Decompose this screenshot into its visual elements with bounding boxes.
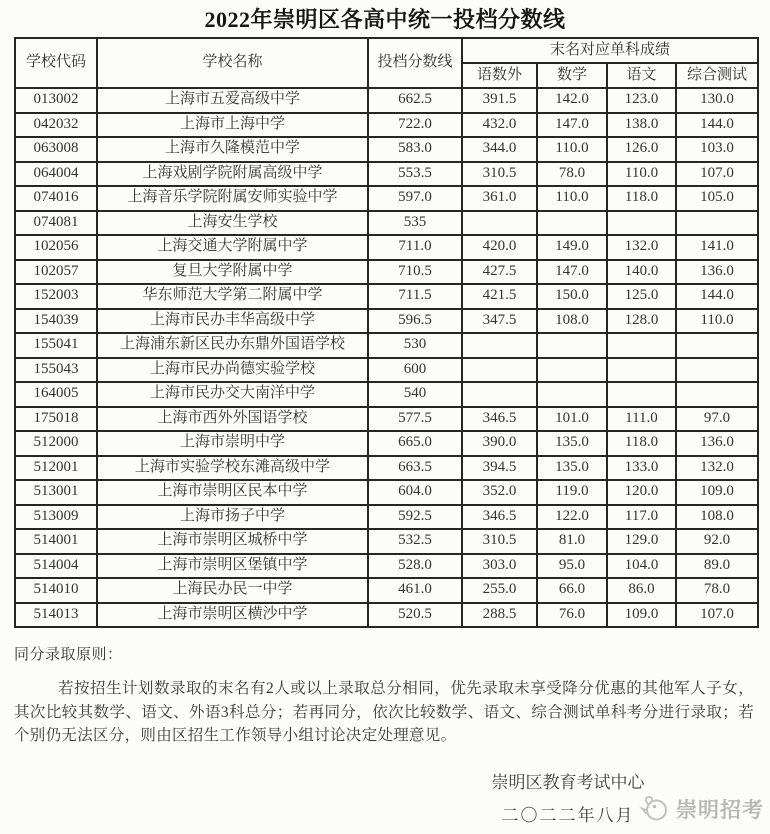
math-score-cell: 108.0 — [537, 309, 607, 334]
chinese-score-cell: 138.0 — [607, 113, 676, 138]
school-name-cell: 上海浦东新区民办东鼎外国语学校 — [97, 333, 368, 358]
chinese-math-english-score-cell — [462, 333, 537, 358]
table-row — [15, 235, 758, 260]
score-line-cell: 663.5 — [368, 456, 462, 481]
chinese-score-cell: 118.0 — [607, 431, 676, 456]
score-line-cell: 665.0 — [368, 431, 462, 456]
score-line-cell: 583.0 — [368, 137, 462, 162]
chinese-math-english-score-cell: 347.5 — [462, 309, 537, 334]
chinese-score-cell — [607, 211, 676, 236]
school-code-cell: 155043 — [15, 358, 97, 383]
table-row — [15, 309, 758, 334]
school-name-cell: 上海市崇明区堡镇中学 — [97, 554, 368, 579]
watermark-logo — [639, 794, 764, 824]
math-score-cell: 81.0 — [537, 529, 607, 554]
school-name-cell: 上海市民办丰华高级中学 — [97, 309, 368, 334]
score-line-cell: 461.0 — [368, 578, 462, 603]
header-score-line: 投档分数线 — [368, 38, 462, 88]
school-name-cell: 上海市崇明区民本中学 — [97, 480, 368, 505]
school-code-cell: 063008 — [15, 137, 97, 162]
school-code-cell: 512001 — [15, 456, 97, 481]
chinese-score-cell: 117.0 — [607, 505, 676, 530]
score-line-cell: 532.5 — [368, 529, 462, 554]
school-code-cell: 175018 — [15, 407, 97, 432]
chinese-score-cell — [607, 333, 676, 358]
school-name-cell: 华东师范大学第二附属中学 — [97, 284, 368, 309]
math-score-cell: 150.0 — [537, 284, 607, 309]
tie-break-notes — [14, 643, 756, 748]
comprehensive-test-score-cell: 105.0 — [676, 186, 758, 211]
math-score-cell: 110.0 — [537, 137, 607, 162]
comprehensive-test-score-cell: 97.0 — [676, 407, 758, 432]
chinese-score-cell: 128.0 — [607, 309, 676, 334]
score-line-cell: 604.0 — [368, 480, 462, 505]
comprehensive-test-score-cell: 108.0 — [676, 505, 758, 530]
chinese-math-english-score-cell: 352.0 — [462, 480, 537, 505]
chinese-score-cell: 132.0 — [607, 235, 676, 260]
comprehensive-test-score-cell: 136.0 — [676, 260, 758, 285]
school-name-cell: 上海市民办尚德实验学校 — [97, 358, 368, 383]
school-code-cell: 513009 — [15, 505, 97, 530]
comprehensive-test-score-cell: 78.0 — [676, 578, 758, 603]
chinese-score-cell: 109.0 — [607, 603, 676, 628]
school-code-cell: 042032 — [15, 113, 97, 138]
math-score-cell: 122.0 — [537, 505, 607, 530]
table-row — [15, 554, 758, 579]
header-comprehensive-test: 综合测试 — [676, 63, 758, 88]
chinese-math-english-score-cell: 394.5 — [462, 456, 537, 481]
score-line-cell: 662.5 — [368, 88, 462, 113]
chinese-score-cell: 110.0 — [607, 162, 676, 187]
comprehensive-test-score-cell: 92.0 — [676, 529, 758, 554]
score-line-cell: 540 — [368, 382, 462, 407]
school-code-cell: 514004 — [15, 554, 97, 579]
chinese-score-cell — [607, 382, 676, 407]
chinese-score-cell — [607, 358, 676, 383]
comprehensive-test-score-cell: 103.0 — [676, 137, 758, 162]
score-table-body — [15, 88, 758, 627]
chinese-math-english-score-cell: 346.5 — [462, 505, 537, 530]
chinese-score-cell: 140.0 — [607, 260, 676, 285]
score-line-cell: 597.0 — [368, 186, 462, 211]
table-row — [15, 505, 758, 530]
school-code-cell: 514001 — [15, 529, 97, 554]
score-line-cell: 528.0 — [368, 554, 462, 579]
chinese-math-english-score-cell — [462, 382, 537, 407]
school-name-cell: 上海市上海中学 — [97, 113, 368, 138]
chinese-math-english-score-cell: 427.5 — [462, 260, 537, 285]
table-row — [15, 407, 758, 432]
notes-heading: 同分录取原则： — [14, 647, 123, 663]
math-score-cell: 78.0 — [537, 162, 607, 187]
comprehensive-test-score-cell: 107.0 — [676, 603, 758, 628]
school-name-cell: 上海市五爱高级中学 — [97, 88, 368, 113]
school-name-cell: 上海戏剧学院附属高级中学 — [97, 162, 368, 187]
school-code-cell: 514013 — [15, 603, 97, 628]
score-line-cell: 596.5 — [368, 309, 462, 334]
header-math: 数学 — [537, 63, 607, 88]
school-code-cell: 074081 — [15, 211, 97, 236]
school-name-cell: 上海市崇明区城桥中学 — [97, 529, 368, 554]
school-code-cell: 013002 — [15, 88, 97, 113]
school-name-cell: 上海市民办交大南洋中学 — [97, 382, 368, 407]
math-score-cell — [537, 211, 607, 236]
school-name-cell: 上海市西外外国语学校 — [97, 407, 368, 432]
score-table-header — [15, 38, 758, 88]
header-subject-group: 末名对应单科成绩 — [462, 38, 758, 63]
school-code-cell: 164005 — [15, 382, 97, 407]
header-school-code: 学校代码 — [15, 38, 97, 88]
table-row — [15, 260, 758, 285]
chinese-score-cell: 86.0 — [607, 578, 676, 603]
comprehensive-test-score-cell: 141.0 — [676, 235, 758, 260]
school-code-cell: 074016 — [15, 186, 97, 211]
comprehensive-test-score-cell: 107.0 — [676, 162, 758, 187]
comprehensive-test-score-cell — [676, 382, 758, 407]
header-school-name: 学校名称 — [97, 38, 368, 88]
score-line-cell: 530 — [368, 333, 462, 358]
chinese-score-cell: 123.0 — [607, 88, 676, 113]
chinese-math-english-score-cell: 303.0 — [462, 554, 537, 579]
notes-paragraph: 若按招生计划数录取的末名有2人或以上录取总分相同，优先录取未享受降分优惠的其他军人子女，其次比较其数学、语文、外语3科总分；若再同分，依次比较数学、语文、综合测试单科考分进行录取；若个别仍无法区分，则由区招生工作领导小组讨论决定处理意见。 — [14, 680, 754, 744]
comprehensive-test-score-cell: 89.0 — [676, 554, 758, 579]
chinese-score-cell: 111.0 — [607, 407, 676, 432]
score-line-cell: 520.5 — [368, 603, 462, 628]
table-row — [15, 88, 758, 113]
comprehensive-test-score-cell — [676, 211, 758, 236]
comprehensive-test-score-cell: 110.0 — [676, 309, 758, 334]
table-row — [15, 431, 758, 456]
score-line-cell: 592.5 — [368, 505, 462, 530]
school-code-cell: 102056 — [15, 235, 97, 260]
chinese-math-english-score-cell: 344.0 — [462, 137, 537, 162]
math-score-cell: 66.0 — [537, 578, 607, 603]
comprehensive-test-score-cell — [676, 333, 758, 358]
watermark-text: 崇明招考 — [676, 798, 764, 822]
chinese-score-cell: 126.0 — [607, 137, 676, 162]
school-name-cell: 上海交通大学附属中学 — [97, 235, 368, 260]
school-name-cell: 上海市崇明区横沙中学 — [97, 603, 368, 628]
math-score-cell: 101.0 — [537, 407, 607, 432]
chinese-math-english-score-cell: 420.0 — [462, 235, 537, 260]
table-row — [15, 578, 758, 603]
comprehensive-test-score-cell: 136.0 — [676, 431, 758, 456]
math-score-cell: 142.0 — [537, 88, 607, 113]
table-row — [15, 284, 758, 309]
comprehensive-test-score-cell: 132.0 — [676, 456, 758, 481]
bird-logo-icon — [639, 795, 671, 823]
table-row — [15, 456, 758, 481]
school-code-cell: 514010 — [15, 578, 97, 603]
score-line-cell: 711.5 — [368, 284, 462, 309]
chinese-math-english-score-cell: 346.5 — [462, 407, 537, 432]
chinese-score-cell: 118.0 — [607, 186, 676, 211]
math-score-cell: 95.0 — [537, 554, 607, 579]
table-row — [15, 603, 758, 628]
table-row — [15, 480, 758, 505]
school-code-cell: 512000 — [15, 431, 97, 456]
page-title: 2022年崇明区各高中统一投档分数线 — [204, 7, 566, 32]
score-line-cell: 600 — [368, 358, 462, 383]
chinese-score-cell: 133.0 — [607, 456, 676, 481]
chinese-score-cell: 120.0 — [607, 480, 676, 505]
score-line-cell: 711.0 — [368, 235, 462, 260]
school-code-cell: 154039 — [15, 309, 97, 334]
chinese-math-english-score-cell: 432.0 — [462, 113, 537, 138]
chinese-score-cell: 104.0 — [607, 554, 676, 579]
math-score-cell — [537, 382, 607, 407]
signature-block — [478, 768, 658, 826]
math-score-cell: 135.0 — [537, 431, 607, 456]
table-row — [15, 382, 758, 407]
chinese-math-english-score-cell: 390.0 — [462, 431, 537, 456]
chinese-math-english-score-cell — [462, 358, 537, 383]
math-score-cell: 110.0 — [537, 186, 607, 211]
table-row — [15, 113, 758, 138]
score-table — [14, 37, 759, 628]
school-name-cell: 复旦大学附属中学 — [97, 260, 368, 285]
comprehensive-test-score-cell — [676, 358, 758, 383]
math-score-cell — [537, 333, 607, 358]
school-name-cell: 上海音乐学院附属安师实验中学 — [97, 186, 368, 211]
school-name-cell: 上海市扬子中学 — [97, 505, 368, 530]
score-line-cell: 710.5 — [368, 260, 462, 285]
chinese-math-english-score-cell: 255.0 — [462, 578, 537, 603]
table-row — [15, 162, 758, 187]
comprehensive-test-score-cell: 130.0 — [676, 88, 758, 113]
signature-org: 崇明区教育考试中心 — [491, 772, 645, 792]
school-code-cell: 152003 — [15, 284, 97, 309]
chinese-math-english-score-cell: 361.0 — [462, 186, 537, 211]
math-score-cell: 147.0 — [537, 113, 607, 138]
school-code-cell: 064004 — [15, 162, 97, 187]
table-row — [15, 137, 758, 162]
school-name-cell: 上海市崇明中学 — [97, 431, 368, 456]
school-code-cell: 155041 — [15, 333, 97, 358]
score-line-cell: 553.5 — [368, 162, 462, 187]
math-score-cell: 149.0 — [537, 235, 607, 260]
table-row — [15, 333, 758, 358]
header-chinese-math-english: 语数外 — [462, 63, 537, 88]
school-name-cell: 上海民办民一中学 — [97, 578, 368, 603]
school-name-cell: 上海安生学校 — [97, 211, 368, 236]
comprehensive-test-score-cell: 144.0 — [676, 113, 758, 138]
header-row-top — [15, 38, 758, 63]
math-score-cell: 119.0 — [537, 480, 607, 505]
score-line-cell: 535 — [368, 211, 462, 236]
math-score-cell: 76.0 — [537, 603, 607, 628]
signature-date: 二〇二二年八月 — [501, 805, 635, 825]
school-name-cell: 上海市实验学校东滩高级中学 — [97, 456, 368, 481]
table-row — [15, 186, 758, 211]
school-name-cell: 上海市久隆模范中学 — [97, 137, 368, 162]
chinese-math-english-score-cell: 310.5 — [462, 529, 537, 554]
table-row — [15, 358, 758, 383]
chinese-math-english-score-cell: 391.5 — [462, 88, 537, 113]
math-score-cell — [537, 358, 607, 383]
math-score-cell: 147.0 — [537, 260, 607, 285]
chinese-math-english-score-cell: 288.5 — [462, 603, 537, 628]
chinese-math-english-score-cell: 310.5 — [462, 162, 537, 187]
chinese-score-cell: 129.0 — [607, 529, 676, 554]
score-line-cell: 722.0 — [368, 113, 462, 138]
comprehensive-test-score-cell: 109.0 — [676, 480, 758, 505]
score-line-cell: 577.5 — [368, 407, 462, 432]
chinese-math-english-score-cell — [462, 211, 537, 236]
chinese-math-english-score-cell: 421.5 — [462, 284, 537, 309]
chinese-score-cell: 125.0 — [607, 284, 676, 309]
math-score-cell: 135.0 — [537, 456, 607, 481]
table-row — [15, 529, 758, 554]
comprehensive-test-score-cell: 144.0 — [676, 284, 758, 309]
header-chinese: 语文 — [607, 63, 676, 88]
school-code-cell: 513001 — [15, 480, 97, 505]
school-code-cell: 102057 — [15, 260, 97, 285]
table-row — [15, 211, 758, 236]
